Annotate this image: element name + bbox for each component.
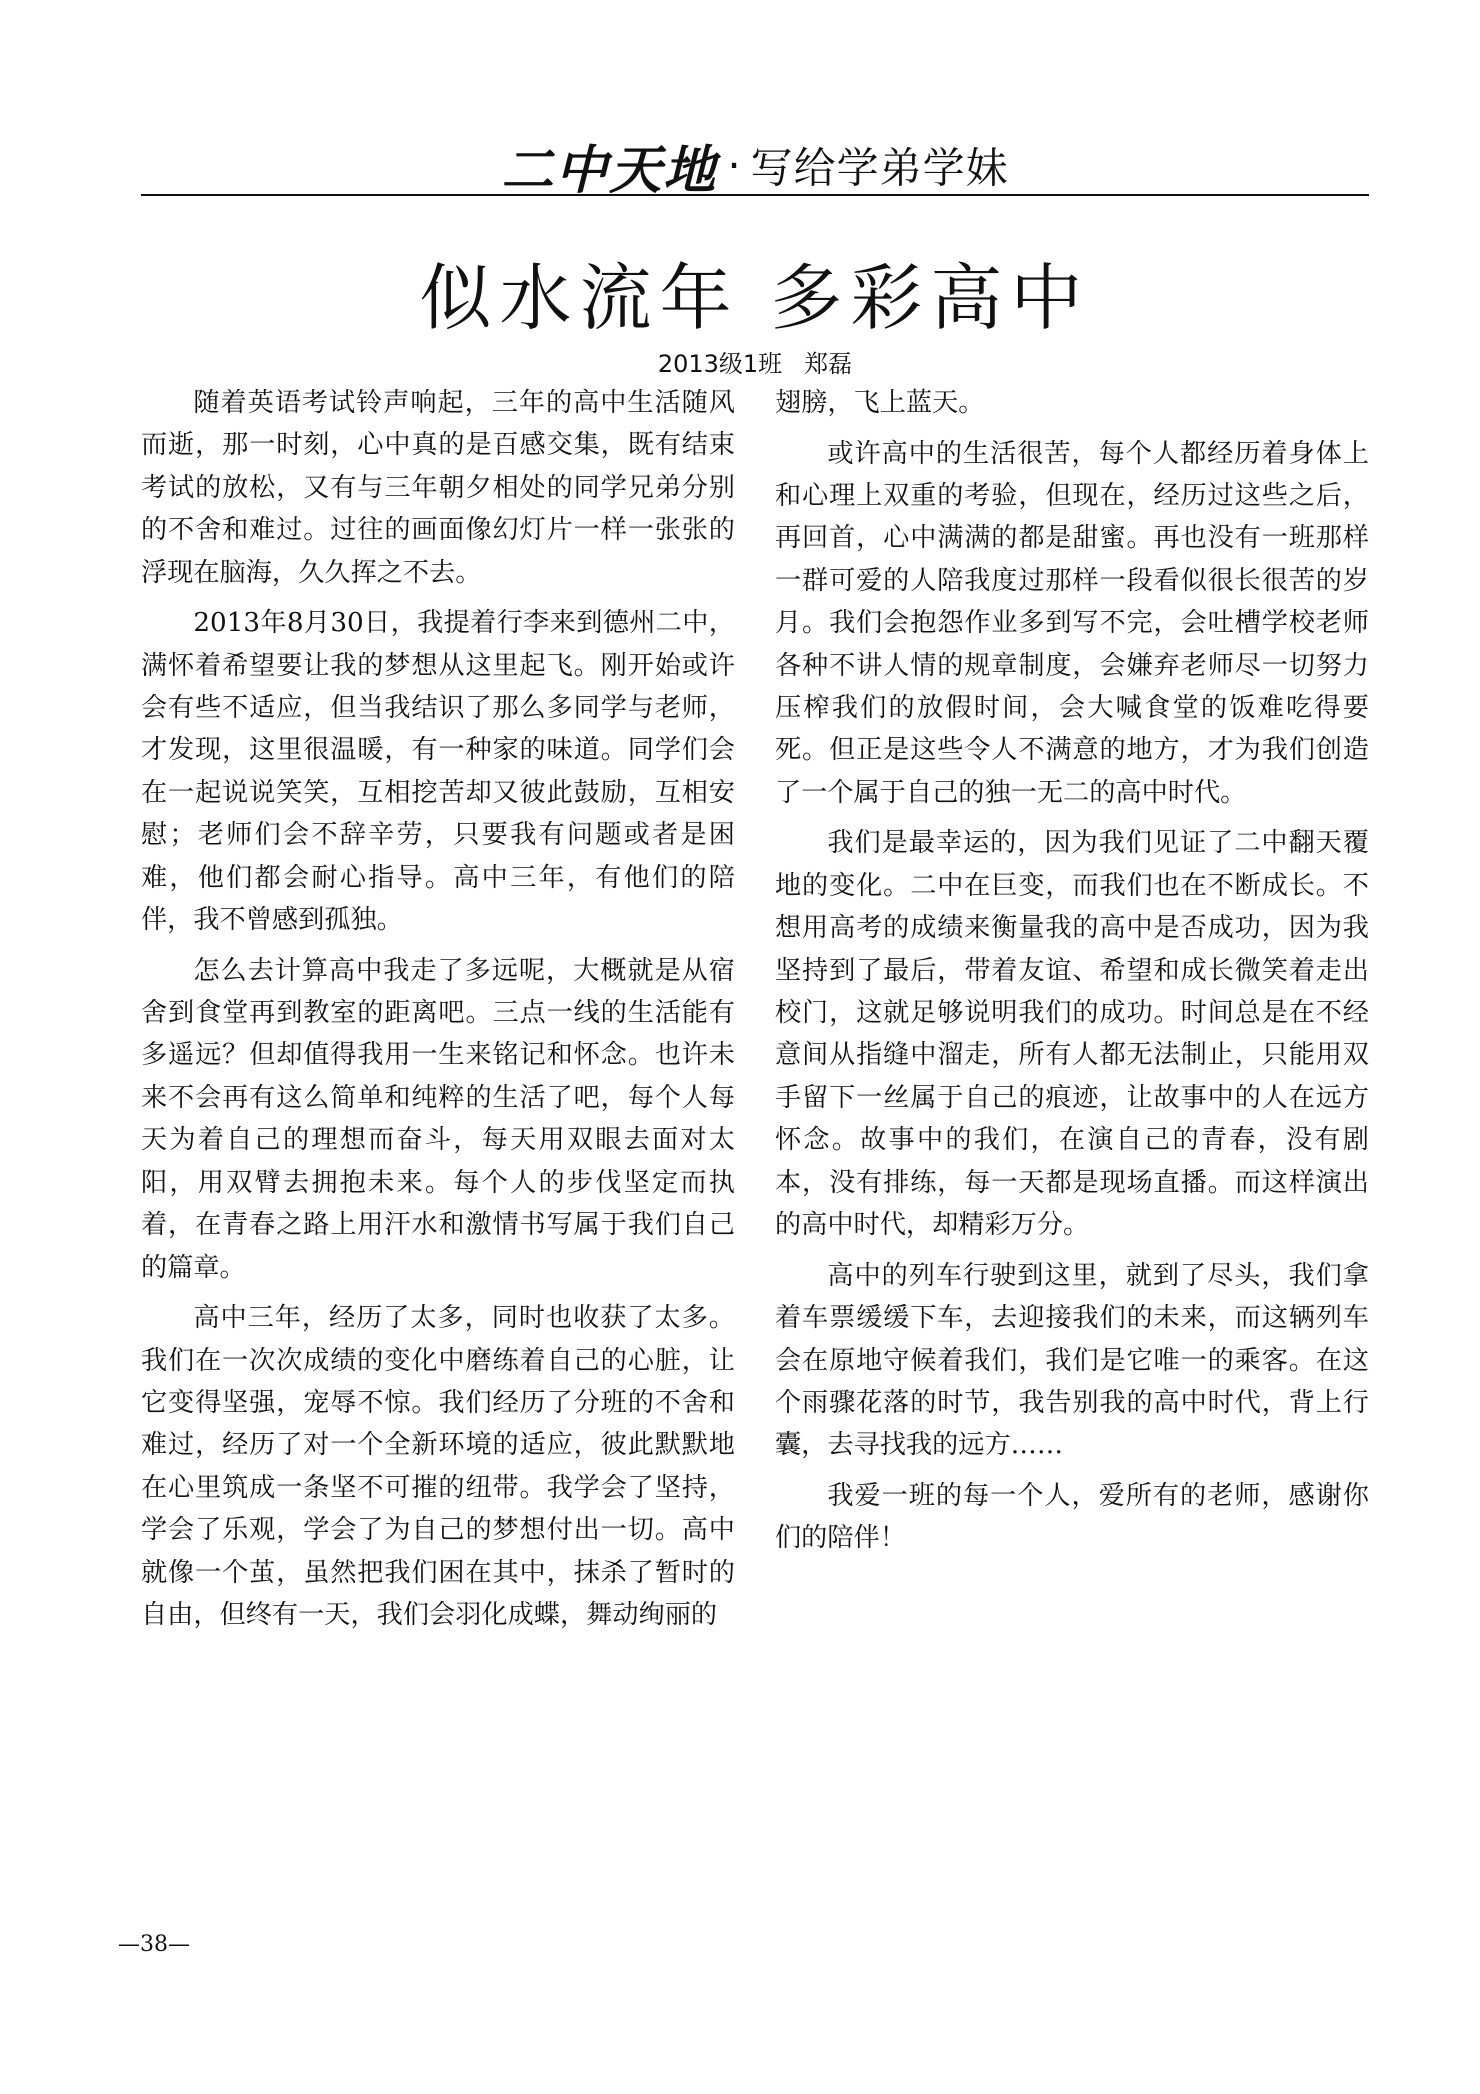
section-logo: 二中天地 — [501, 140, 718, 201]
section-header — [141, 128, 1369, 201]
header-divider — [141, 194, 1369, 196]
byline-class: 2013级1班 — [657, 350, 783, 378]
article-column-right — [775, 382, 1369, 1560]
section-subtitle: 写给学弟学妹 — [750, 143, 1009, 193]
paragraph: 怎么去计算高中我走了多远呢，大概就是从宿舍到食堂再到教室的距离吧。三点一线的生活能有多遥远？但却值得我用一生来铭记和怀念。也许未来不会再有这么简单和纯粹的生活了吧，每个人每天为着自己的理想而奋斗，每天用双眼去面对太阳，用双臂去拥抱未来。每个人的步伐坚定而执着，在青春之路上用汗水和激情书写属于我们自己的篇章。 — [141, 955, 735, 1283]
paragraph: 随着英语考试铃声响起，三年的高中生活随风而逝，那一时刻，心中真的是百感交集，既有结束考试的放松，又有与三年朝夕相处的同学兄弟分别的不舍和难过。过往的画面像幻灯片一样一张张的浮现在脑海，久久挥之不去。 — [141, 388, 735, 588]
header-separator-dot: · — [727, 141, 741, 190]
paragraph: 我们是最幸运的，因为我们见证了二中翻天覆地的变化。二中在巨变，而我们也在不断成长。不想用高考的成绩来衡量我的高中是否成功，因为我坚持到了最后，带着友谊、希望和成长微笑着走出校门，这就足够说明我们的成功。时间总是在不经意间从指缝中溜走，所有人都无法制止，只能用双手留下一丝属于自己的痕迹，让故事中的人在远方怀念。故事中的我们，在演自己的青春，没有剧本，没有排练，每一天都是现场直播。而这样演出的高中时代，却精彩万分。 — [775, 828, 1369, 1241]
page-number: —38— — [118, 1932, 190, 1957]
paragraph-continuation: 翅膀，飞上蓝天。 — [775, 388, 985, 418]
paragraph: 高中的列车行驶到这里，就到了尽头，我们拿着车票缓缓下车，去迎接我们的未来，而这辆列车会在原地守候着我们，我们是它唯一的乘客。在这个雨骤花落的时节，我告别我的高中时代，背上行囊，去寻找我的远方…… — [775, 1260, 1369, 1461]
article-title: 似水流年 多彩高中 — [419, 256, 1091, 340]
byline-author: 郑磊 — [804, 350, 853, 378]
article-byline — [141, 344, 1369, 379]
paragraph: 高中三年，经历了太多，同时也收获了太多。我们在一次次成绩的变化中磨练着自己的心脏，让它变得坚强，宠辱不惊。我们经历了分班的不舍和难过，经历了对一个全新环境的适应，彼此默默地在心里筑成一条坚不可摧的纽带。我学会了坚持，学会了乐观，学会了为自己的梦想付出一切。高中就像一个茧，虽然把我们困在其中，抹杀了暂时的自由，但终有一天，我们会羽化成蝶，舞动绚丽的 — [141, 1303, 735, 1630]
paragraph: 或许高中的生活很苦，每个人都经历着身体上和心理上双重的考验，但现在，经历过这些之后，再回首，心中满满的都是甜蜜。再也没有一班那样一群可爱的人陪我度过那样一段看似很长很苦的岁月。我们会抱怨作业多到写不完，会吐槽学校老师各种不讲人情的规章制度，会嫌弃老师尽一切努力压榨我们的放假时间，会大喊食堂的饭难吃得要死。但正是这些令人不满意的地方，才为我们创造了一个属于自己的独一无二的高中时代。 — [775, 438, 1369, 808]
paragraph: 我爱一班的每一个人，爱所有的老师，感谢你们的陪伴！ — [775, 1480, 1369, 1554]
article-column-left — [141, 382, 735, 1636]
paragraph: 2013年8月30日，我提着行李来到德州二中，满怀着希望要让我的梦想从这里起飞。刚开始或许会有些不适应，但当我结识了那么多同学与老师，才发现，这里很温暖，有一种家的味道。同学们会在一起说说笑笑，互相挖苦却又彼此鼓励，互相安慰；老师们会不辞辛劳，只要我有问题或者是困难，他们都会耐心指导。高中三年，有他们的陪伴，我不曾感到孤独。 — [141, 608, 735, 936]
